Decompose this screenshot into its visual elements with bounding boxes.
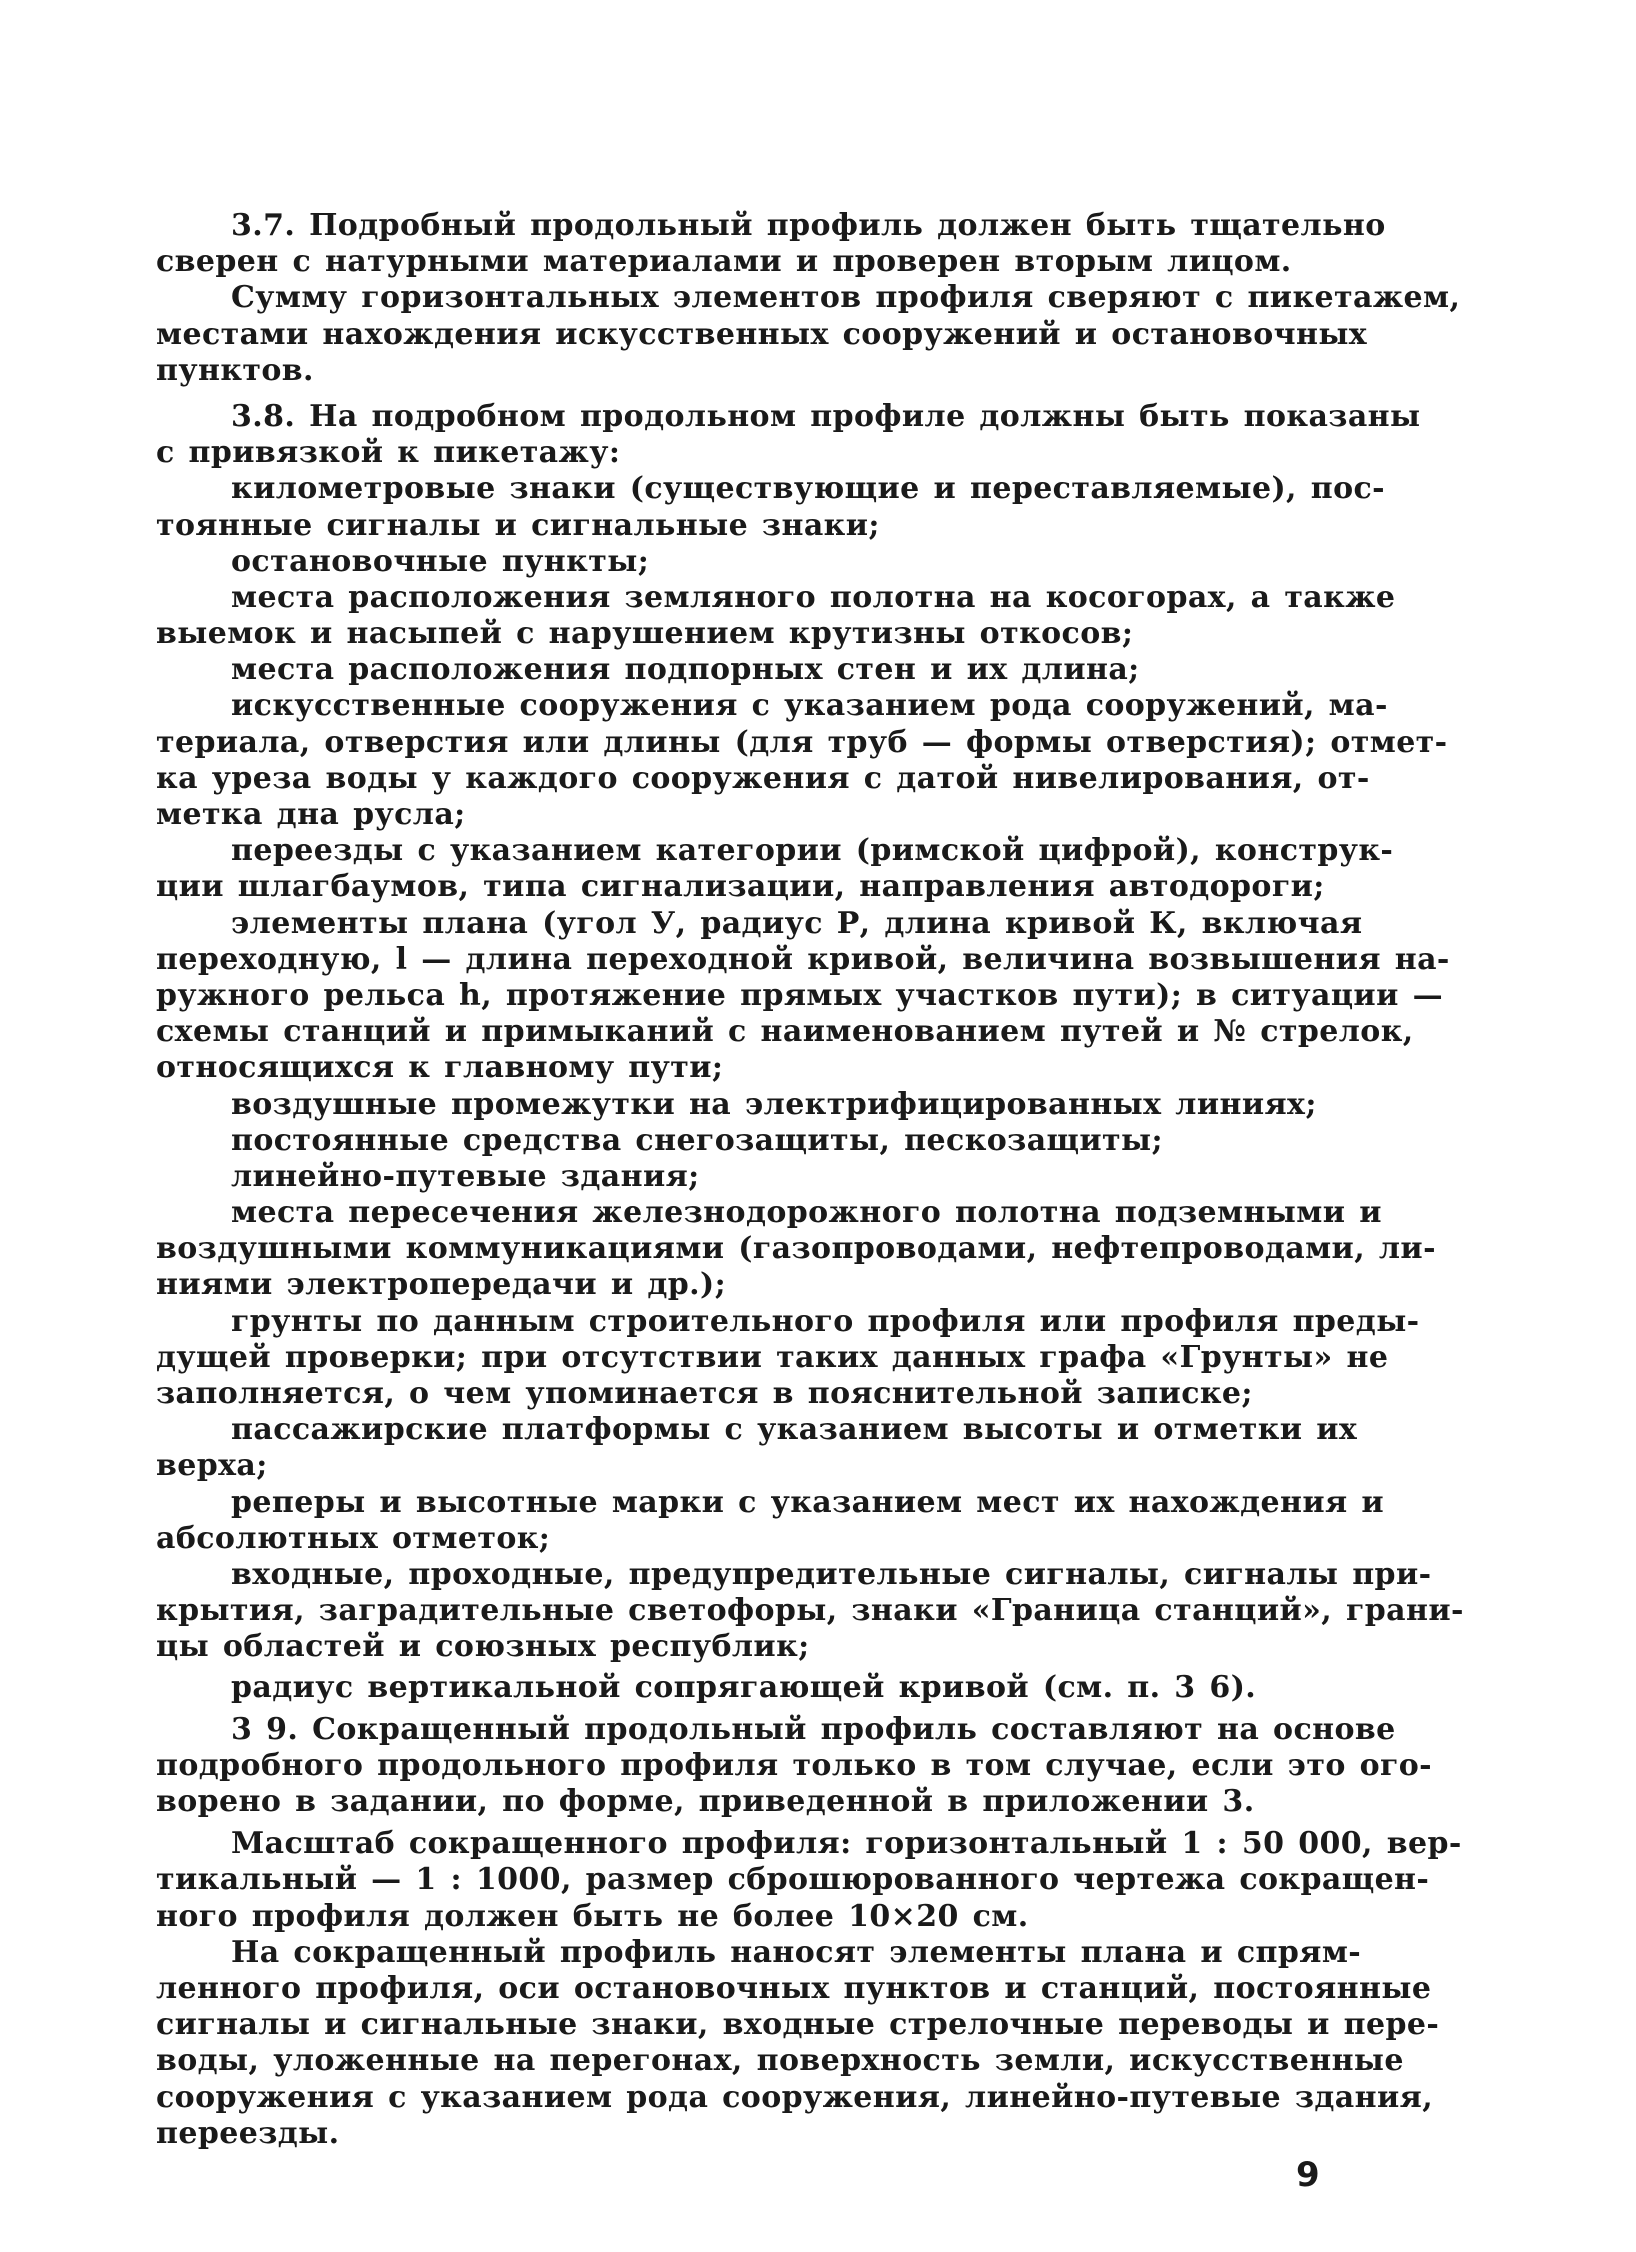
text-line: пунктов. xyxy=(156,352,314,388)
text-line: ка уреза воды у каждого сооружения с датой нивелирования, от- xyxy=(156,760,1370,796)
text-line: дущей проверки; при отсутствии таких данных графа «Грунты» не xyxy=(156,1339,1389,1375)
text-line: схемы станций и примыканий с наименованием путей и № стрелок, xyxy=(156,1014,1414,1050)
text-line: 3 9. Сокращенный продольный профиль составляют на основе xyxy=(231,1711,1396,1747)
text-line: цы областей и союзных республик; xyxy=(156,1629,810,1665)
text-line: остановочные пункты; xyxy=(231,543,650,579)
text-line: сооружения с указанием рода сооружения, линейно-путевые здания, xyxy=(156,2079,1434,2115)
text-line: абсолютных отметок; xyxy=(156,1520,551,1556)
text-line: метка дна русла; xyxy=(156,797,466,832)
text-line: радиус вертикальной сопрягающей кривой (см. п. 3 6). xyxy=(231,1669,1257,1705)
text-line: места пересечения железнодорожного полотна подземными и xyxy=(231,1195,1382,1231)
text-line: местами нахождения искусственных сооружений и остановочных xyxy=(156,316,1368,352)
text-line: выемок и насыпей с нарушением крутизны откосов; xyxy=(156,616,1134,652)
paragraph-p3-9-scale xyxy=(156,1826,1462,1935)
paragraph-p3-8-soils xyxy=(156,1303,1420,1413)
paragraph-p3-8-plan xyxy=(156,905,1450,1087)
paragraph-p3-7 xyxy=(156,208,1386,280)
paragraph-p3-8-platforms xyxy=(156,1412,1358,1484)
paragraph-p3-8-structures xyxy=(156,688,1448,833)
text-column xyxy=(156,208,1464,2152)
text-line: воздушными коммуникациями (газопроводами, нефтепроводами, ли- xyxy=(156,1231,1436,1267)
text-line: реперы и высотные марки с указанием мест их нахождения и xyxy=(231,1484,1385,1520)
text-line: териала, отверстия или длины (для труб — формы отверстия); отмет- xyxy=(156,724,1448,760)
text-line: входные, проходные, предупредительные сигналы, сигналы при- xyxy=(231,1556,1432,1592)
text-line: крытия, заградительные светофоры, знаки «Граница станций», грани- xyxy=(156,1593,1464,1629)
paragraph-p3-8-walls xyxy=(156,652,1339,688)
page-number: 9 xyxy=(1296,2155,1320,2195)
text-line: переезды. xyxy=(156,2115,340,2151)
paragraph-p3-8-slopes xyxy=(156,579,1396,652)
paragraph-p3-8-signals xyxy=(156,1556,1464,1666)
text-line: ленного профиля, оси остановочных пунктов и станций, постоянные xyxy=(156,1971,1432,2006)
text-line: места расположения подпорных стен и их длина; xyxy=(231,652,1140,688)
paragraph-p3-8 xyxy=(156,398,1421,471)
text-line: ниями электропередачи и др.); xyxy=(156,1267,727,1303)
text-line: элементы плана (угол У, радиус Р, длина кривой К, включая xyxy=(231,905,1363,941)
text-line: грунты по данным строительного профиля или профиля преды- xyxy=(231,1303,1420,1339)
text-line: места расположения земляного полотна на косогорах, а также xyxy=(231,579,1396,615)
paragraph-p3-8-radius xyxy=(156,1670,1339,1706)
text-line: сигналы и сигнальные знаки, входные стрелочные переводы и пере- xyxy=(156,2007,1440,2043)
text-line: с привязкой к пикетажу: xyxy=(156,435,621,471)
text-line: ного профиля должен быть не более 10×20 см. xyxy=(156,1898,1029,1934)
text-line: воды, уложенные на перегонах, поверхность земли, искусственные xyxy=(156,2043,1404,2079)
paragraph-p3-8-km xyxy=(156,471,1386,543)
text-line: верха; xyxy=(156,1448,268,1484)
text-line: километровые знаки (существующие и переставляемые), пос- xyxy=(231,471,1386,507)
paragraph-p3-8-crossings xyxy=(156,833,1394,905)
paragraph-p3-8-snow xyxy=(156,1123,1339,1159)
text-line: сверен с натурными материалами и проверен вторым лицом. xyxy=(156,244,1292,280)
paragraph-p3-9 xyxy=(156,1711,1433,1821)
text-line: заполняется, о чем упоминается в пояснительной записке; xyxy=(156,1376,1253,1411)
paragraph-p3-8-air xyxy=(156,1087,1339,1123)
text-line: линейно-путевые здания; xyxy=(231,1158,700,1194)
text-line: ции шлагбаумов, типа сигнализации, направления автодороги; xyxy=(156,869,1325,905)
paragraph-p3-9-elements xyxy=(156,1934,1440,2152)
text-line: переходную, l — длина переходной кривой, величина возвышения на- xyxy=(156,941,1450,977)
text-line: воздушные промежутки на электрифицированных линиях; xyxy=(231,1086,1317,1122)
text-line: Масштаб сокращенного профиля: горизонтальный 1 : 50 000, вер- xyxy=(231,1826,1462,1862)
paragraph-p3-8-stops xyxy=(156,544,1339,580)
text-line: 3.8. На подробном продольном профиле должны быть показаны xyxy=(231,398,1421,434)
text-line: ворено в задании, по форме, приведенной в приложении 3. xyxy=(156,1784,1255,1820)
text-line: относящихся к главному пути; xyxy=(156,1050,724,1086)
text-line: постоянные средства снегозащиты, пескозащиты; xyxy=(231,1122,1163,1158)
text-line: искусственные сооружения с указанием рода сооружений, ма- xyxy=(231,688,1388,724)
text-line: 3.7. Подробный продольный профиль должен быть тщательно xyxy=(231,208,1386,243)
text-line: переезды с указанием категории (римской цифрой), конструк- xyxy=(231,833,1394,869)
text-line: тикальный — 1 : 1000, размер сброшюрованного чертежа сокращен- xyxy=(156,1862,1430,1898)
paragraph-p3-8-intersections xyxy=(156,1195,1436,1304)
paragraph-spacer xyxy=(156,389,1339,399)
text-line: Сумму горизонтальных элементов профиля сверяют с пикетажем, xyxy=(231,280,1461,316)
paragraph-p3-8-benchmarks xyxy=(156,1484,1385,1557)
text-line: тоянные сигналы и сигнальные знаки; xyxy=(156,507,880,543)
text-line: пассажирские платформы с указанием высоты и отметки их xyxy=(231,1412,1358,1448)
text-line: На сокращенный профиль наносят элементы плана и спрям- xyxy=(231,1934,1362,1970)
paragraph-p3-8-buildings xyxy=(156,1159,1339,1195)
text-line: подробного продольного профиля только в том случае, если это ого- xyxy=(156,1747,1433,1783)
text-line: ружного рельса h, протяжение прямых участков пути); в ситуации — xyxy=(156,977,1443,1013)
paragraph-p3-7b xyxy=(156,280,1461,389)
